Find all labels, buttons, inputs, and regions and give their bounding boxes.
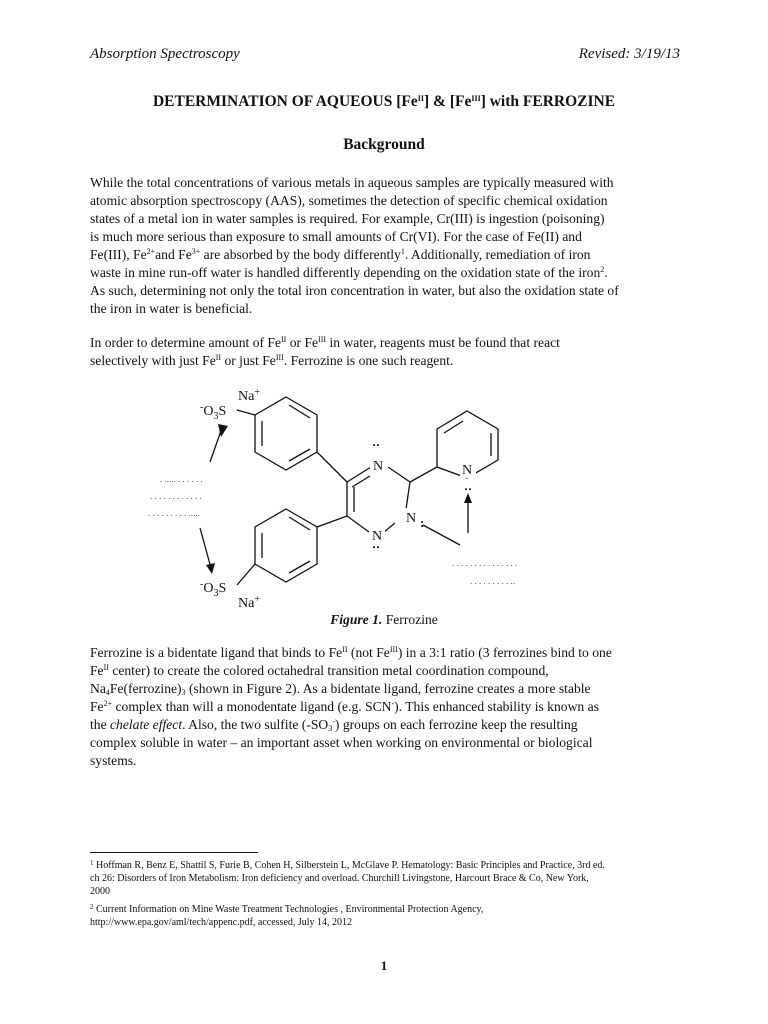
triazine-n2-label: N — [406, 511, 417, 526]
lone-pair-n4: : — [370, 443, 385, 448]
sodium-ion-bottom-label: Na+ — [238, 594, 260, 611]
figure-caption: Figure 1. Ferrozine — [330, 612, 438, 627]
sulfonate-top-label: $^-O_3S$ — [200, 402, 227, 422]
footnote-1: $^1$ Hoffman R, Benz E, Shattil S, Furie B, Cohen H, Silberstein L, McGlave P. Hematology: Basic Principles and Practice, 3rd ed. ch 26: Disorders of Iron Metabolism: Iron deficiency and overload. Churchill Livingstone, Harcourt Brace & Co, New York, 2000 — [90, 859, 605, 897]
sodium-ion-top-label: Na+ — [238, 387, 260, 404]
lone-pair-n1: : — [370, 545, 385, 550]
triazine-n1-label: N — [372, 529, 383, 544]
sulfonate-bottom-label: $^-O_3S$ — [200, 579, 227, 599]
lower-phenyl-ring — [255, 509, 317, 582]
paragraph-background-1: While the total concentrations of various metals in aqueous samples are typically measured with atomic absorption spectroscopy (AAS), sometimes the detection of specific chemical oxidation states of a metal ion in water samples is required. For example, Cr(III) is ingestion (poisoning) is much more serious than exposure to small amounts of Cr(VI). For the case of Fe(II) and Fe(III), $Fe^{2+}and$ $Fe^{3+}$ are absorbed by the body differently$^1$. Additionally, remediation of iron waste in mine run-off water is handled differently depending on the oxidation state of the iron$^2$. As such, determining not only the total iron concentration in water, but also the oxidation state of the iron in water is beneficial. — [90, 175, 619, 316]
footnote-2-url[interactable]: http://www.epa.gov/aml/tech/appenc.pdf, accessed, July 14, 2012 — [90, 917, 353, 928]
running-header-left: Absorption Spectroscopy — [90, 46, 240, 62]
annotation-left-line-3: . . . . . . . . . ..... — [148, 508, 200, 518]
paragraph-background-2: In order to determine amount of $Fe^{II}$ or $Fe^{III}$ in water, reagents must be found that react selectively with just $Fe^{II}$ or just $Fe^{III}$. Ferrozine is one such reagent. — [90, 335, 560, 368]
footnote-divider — [90, 852, 258, 853]
paragraph-ferrozine: Ferrozine is a bidentate ligand that binds to $Fe^{II}$ (not $Fe^{III}$) in a 3:1 ratio (3 ferrozines bind to one $Fe^{II}$ center) to create the colored octahedral transition metal coordination compound, $Na_4Fe(ferrozine)_3$ (shown in Figure 2). As a bidentate ligand, ferrozine creates a more stable $Fe^{2+}$ complex than will a monodentate ligand (e.g. SCN-). This enhanced stability is known as the chelate effect. Also, the two sulfite $(-SO_3^-)$ groups on each ferrozine keep the resulting complex soluble in water – an important asset when working on environmental or biological systems. — [90, 645, 612, 768]
lone-pair-n2: : — [420, 515, 425, 530]
upper-phenyl-ring — [255, 397, 317, 470]
ferrozine-structure-figure — [0, 380, 768, 612]
annotation-left-line-1: . ..... . . . . . . — [160, 474, 203, 484]
triazine-n4-label: N — [373, 459, 384, 474]
annotation-right-line-1: . . . . . . . . . . . . . . . — [452, 558, 518, 568]
pyridine-n-label: N — [462, 463, 473, 478]
document-title: DETERMINATION OF AQUEOUS $[Fe^{II}]$ & $[Fe^{III}]$ with FERROZINE — [152, 93, 616, 110]
annotation-right-line-2: . . . . . . . . . .. — [470, 576, 515, 586]
section-heading: Background — [343, 136, 425, 153]
annotation-left-line-2: . . . . . . . . . . . . — [150, 491, 202, 501]
page-number: 1 — [380, 958, 388, 973]
lone-pair-pyridine-n: : — [462, 487, 477, 492]
footnote-2: $^2$ Current Information on Mine Waste Treatment Technologies , Environmental Protection Agency, http://www.epa.gov/aml/tech/appenc.pdf, accessed, July 14, 2012 — [90, 903, 700, 929]
running-header-right: Revised: 3/19/13 — [578, 46, 680, 62]
